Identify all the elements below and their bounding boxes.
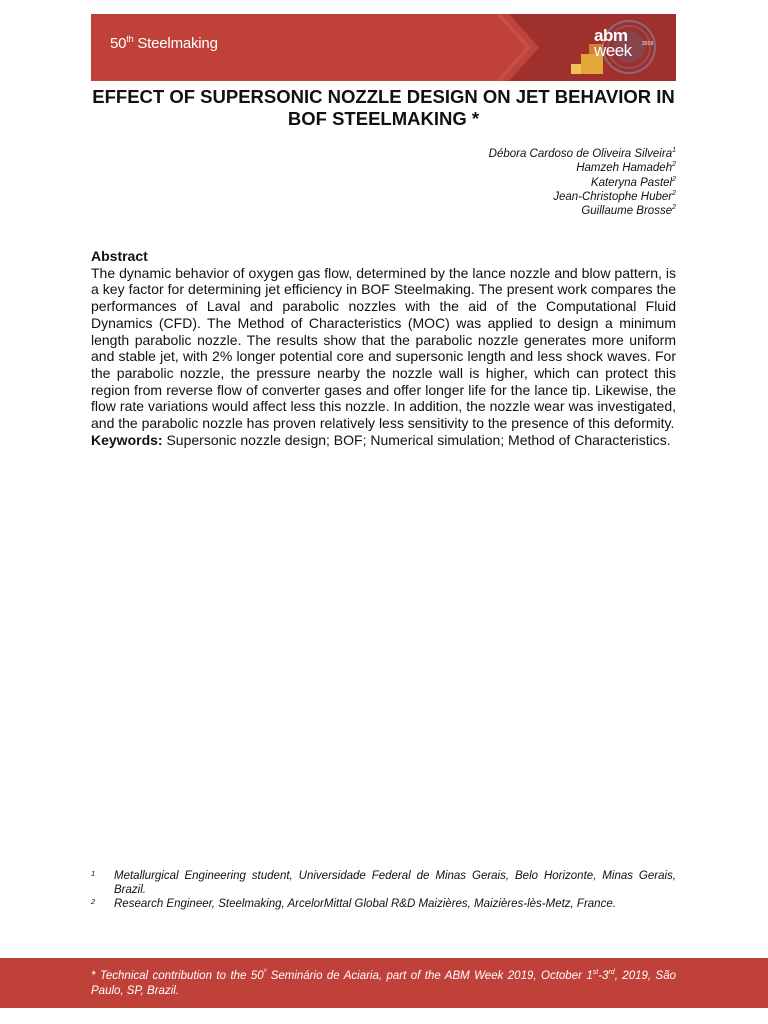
footnote-mark: 2: [91, 897, 96, 906]
header-banner: [91, 14, 676, 81]
event-label: Steelmaking: [137, 35, 218, 52]
footer-superscript: º: [263, 969, 267, 977]
footer-superscript: rd: [608, 969, 615, 977]
footer-text-part: , 2019, São Paulo, SP, Brazil.: [91, 970, 677, 997]
author-affiliation: 1: [672, 147, 676, 155]
footnote-item: [91, 897, 676, 911]
author-affiliation: 2: [672, 175, 676, 183]
footer-banner: [0, 958, 768, 1008]
abstract-section: [91, 248, 676, 448]
author-item: [489, 190, 676, 204]
footer-superscript: st: [592, 969, 599, 977]
abm-week-logo-text: [594, 27, 632, 59]
abstract-heading: Abstract: [91, 248, 148, 264]
author-affiliation: 2: [672, 190, 676, 198]
author-item: [489, 204, 676, 218]
author-name: Guillaume Brosse: [581, 205, 673, 218]
footer-note: [91, 969, 676, 998]
footnote-item: [91, 869, 676, 897]
author-list: [489, 147, 676, 218]
author-name: Jean-Christophe Huber: [553, 190, 673, 203]
author-affiliation: 2: [672, 161, 676, 169]
footnotes: [91, 869, 676, 911]
author-affiliation: 2: [672, 204, 676, 212]
paper-title: EFFECT OF SUPERSONIC NOZZLE DESIGN ON JET BEHAVIOR IN BOF STEELMAKING *: [92, 86, 675, 129]
event-name: [110, 35, 218, 52]
logo-week: week: [594, 41, 632, 60]
logo-abm: abm: [594, 26, 628, 45]
event-ordinal: th: [126, 34, 134, 44]
author-name: Hamzeh Hamadeh: [576, 162, 673, 175]
author-name: Kateryna Pastel: [590, 176, 673, 189]
keywords-label: Keywords:: [91, 431, 163, 448]
footnote-text: Metallurgical Engineering student, Universidade Federal de Minas Gerais, Belo Horizonte, Minas Gerais, Brazil.: [114, 870, 676, 896]
keywords-text: Supersonic nozzle design; BOF; Numerical simulation; Method of Characteristics.: [162, 431, 671, 448]
footnote-mark: 1: [91, 869, 96, 878]
logo-year: 2019: [642, 41, 654, 47]
footer-text-part: Seminário de Aciaria, part of the ABM Week 2019, October 1: [266, 970, 593, 982]
footer-text-part: * Technical contribution to the 50: [91, 970, 264, 982]
author-name: Débora Cardoso de Oliveira Silveira: [488, 148, 673, 160]
author-item: [489, 147, 676, 161]
footnote-text: Research Engineer, Steelmaking, ArcelorMittal Global R&D Maizières, Maizières-lès-Metz, France.: [114, 898, 616, 910]
author-item: [489, 176, 676, 190]
keywords: [91, 432, 676, 449]
abstract-body: The dynamic behavior of oxygen gas flow, determined by the lance nozzle and blow pattern, is a key factor for determining jet efficiency in BOF Steelmaking. The present work compares the performances of Laval and parabolic nozzles with the aid of the Computational Fluid Dynamics (CFD). The Method of Characteristics (MOC) was applied to design a minimum length parabolic nozzle. The results show that the parabolic nozzle generates more uniform and stable jet, with 2% longer potential core and supersonic length and less shock waves. For the parabolic nozzle, the pressure nearby the nozzle wall is higher, which can protect this region from reverse flow of converter gases and offer longer life for the lance tip. Likewise, the flow rate variations would affect less this nozzle. In addition, the nozzle wear was investigated, and the parabolic nozzle has proven relatively less sensitivity to the presence of this deformity.: [91, 264, 676, 432]
author-item: [489, 161, 676, 175]
footer-text-part: -3: [598, 970, 609, 982]
event-prefix: 50: [110, 35, 127, 52]
